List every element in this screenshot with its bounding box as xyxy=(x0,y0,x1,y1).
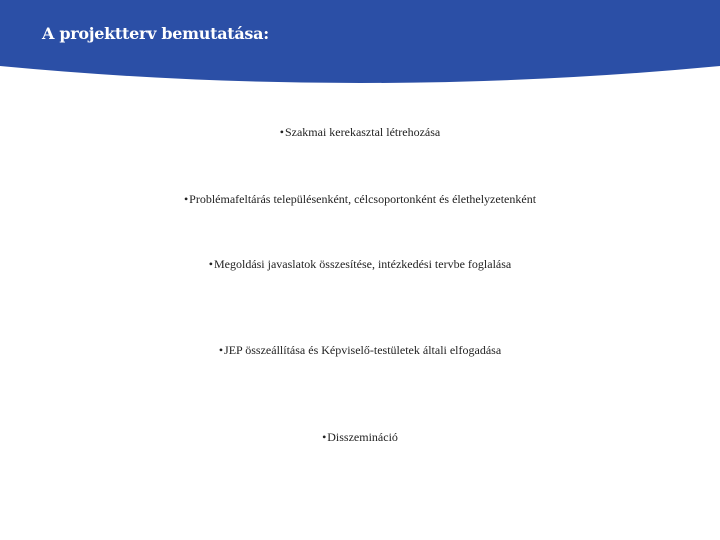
header-curve-shape xyxy=(0,0,720,96)
bullet-text: Szakmai kerekasztal létrehozása xyxy=(284,125,441,139)
bullet-item-disszeminacio xyxy=(0,430,720,445)
bullet-text: Problémafeltárás településenként, célcsoportonként és élethelyzetenként xyxy=(189,192,537,206)
bullet-icon: • xyxy=(279,125,284,139)
bullet-item-problemafeltaras xyxy=(0,192,720,207)
header-band xyxy=(0,0,720,96)
slide-title: A projektterv bemutatása: xyxy=(42,24,269,43)
bullet-icon: • xyxy=(183,192,189,206)
bullet-item-jep-osszeallitasa xyxy=(0,343,720,358)
bullet-text: Disszemináció xyxy=(327,430,398,444)
bullet-icon: • xyxy=(322,430,327,444)
bullet-icon: • xyxy=(208,257,213,271)
bullet-icon: • xyxy=(218,343,224,357)
bullet-item-megoldasi-javaslatok xyxy=(0,257,720,272)
bullet-text: Megoldási javaslatok összesítése, intézkedési tervbe foglalása xyxy=(213,257,512,271)
bullet-text: JEP összeállítása és Képviselő-testületek általi elfogadása xyxy=(224,343,502,357)
bullet-item-kerekasztal xyxy=(0,125,720,140)
